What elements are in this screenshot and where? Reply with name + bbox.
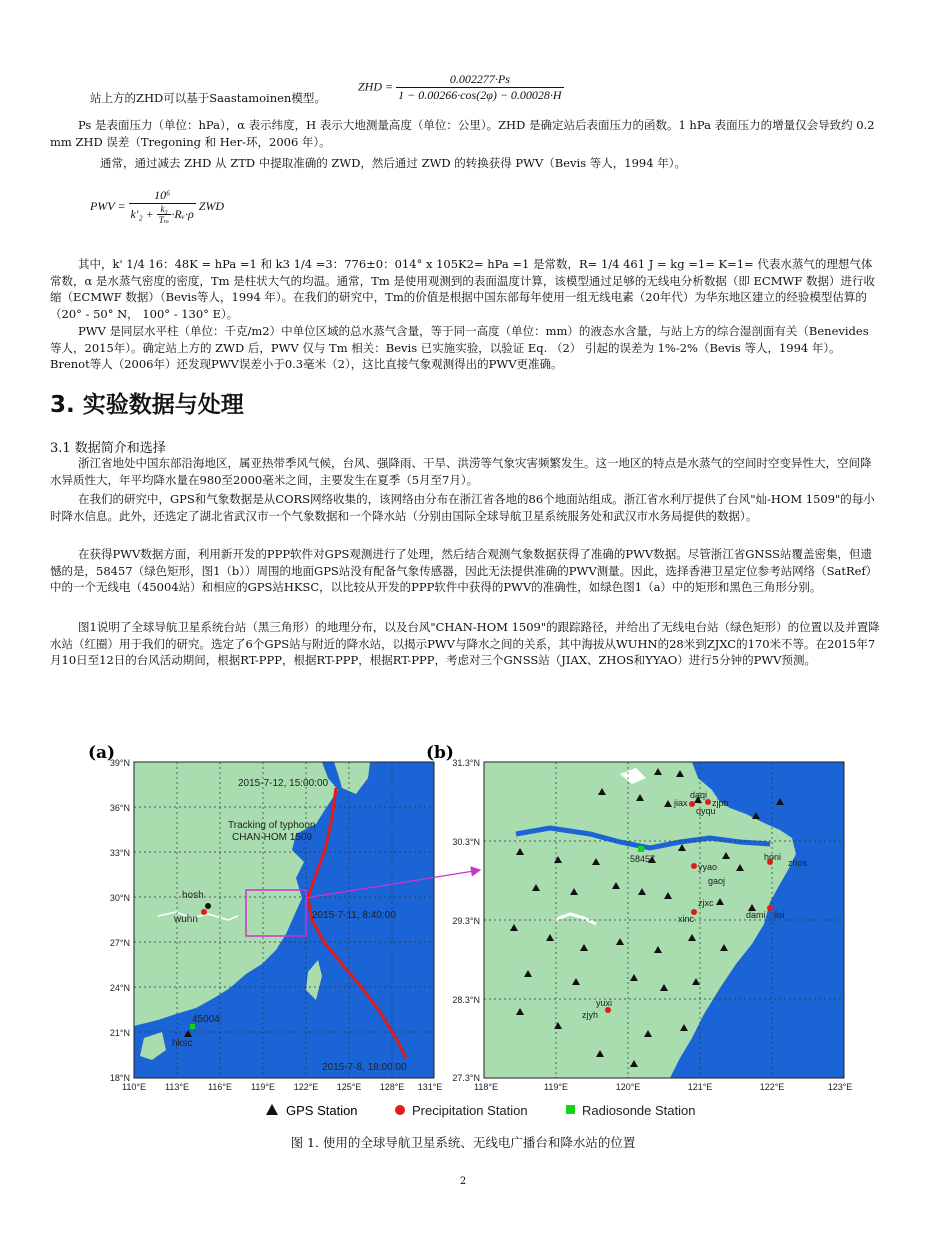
track-title-2: CHAN-HOM 1509 <box>232 832 313 843</box>
b-xtick: 123°E <box>827 1082 853 1092</box>
a-xtick: 131°E <box>417 1082 443 1092</box>
label-lisi: lisi <box>774 910 785 920</box>
label-wuhn: wuhn <box>174 914 198 925</box>
paragraph-pwv: PWV 是同层水平柱（单位：千克/m2）中单位区域的总水蒸气含量，等于同一高度（单位：mm）的液态水含量，与站上方的综合湿剖面有关（Benevides等人，2015年）。确定站上方的 ZWD 后，PWV 仅与 Tm 相关：Bevis 已实施实验，以验证 Eq. （2） 引起的误差为 1%-2%（Bevis 等人，1994 年）。Brenot等人（2006年）还发现PWV误差小于0.3毫米（2），这比直接气象观测得出的PWV更准确。 <box>50 324 869 371</box>
label-45004: 45004 <box>192 1014 220 1025</box>
eq2-lhs: PWV = <box>90 198 126 213</box>
label-zjyh: zjyh <box>582 1010 599 1020</box>
label-qyqu: qyqu <box>696 806 716 816</box>
a-ytick: 27°N <box>109 938 130 948</box>
eq1-lhs: ZHD = <box>358 79 394 94</box>
label-honi: honi <box>764 852 782 862</box>
panel-b-label: (b) <box>426 743 454 763</box>
a-ytick: 24°N <box>109 983 130 993</box>
label-yuxi: yuxi <box>596 998 613 1008</box>
label-yyao: yyao <box>698 862 718 872</box>
a-ytick: 39°N <box>109 758 130 768</box>
legend-gps-icon <box>266 1104 278 1115</box>
label-zjxc: zjxc <box>698 898 714 908</box>
label-zjpb: zjpb <box>712 798 729 808</box>
track-time-2: 2015-7-11, 8:40:00 <box>312 910 396 921</box>
label-jiax: jiax <box>674 798 688 808</box>
figure-1 <box>80 738 870 1128</box>
eq2-den-c: Tₘ <box>158 215 170 225</box>
a-xtick: 128°E <box>379 1082 405 1092</box>
paragraph-ps: Ps 是表面压力（单位：hPa），α 表示纬度，H 表示大地测量高度（单位：公里）。ZHD 是确定站后表面压力的函数。1 hPa 表面压力的增量仅会导致约 0.2 mm ZHD 误差（Tregoning 和 Her-环，2006 年）。 <box>50 118 875 149</box>
equation-pwv <box>90 188 224 226</box>
a-xtick: 116°E <box>208 1082 232 1092</box>
paragraph-ppp: 在获得PWV数据方面，利用新开发的PPP软件对GPS观测进行了处理，然后结合观测气象数据获得了准确的PWV数据。尽管浙江省GNSS站覆盖密集，但遗憾的是，58457（绿色矩形，图1（b））周围的地面GPS站没有配备气象传感器，因此无法提供准确的PWV测量。因此，选择香港卫星定位参考站网络（SatRef）中的一个无线电（45004站）和相应的GPS站HKSC，以比较从开发的PPP软件中获得的PWV的准确性，如绿色图1（a）中的矩形和黑色三角形分别。 <box>50 547 878 594</box>
figure-legend <box>266 1103 695 1118</box>
eq2-rhs: ZWD <box>198 198 225 213</box>
a-xtick: 125°E <box>336 1082 362 1092</box>
label-hksc: hksc <box>172 1038 193 1049</box>
legend-precip-label: Precipitation Station <box>412 1103 528 1118</box>
track-time-3: 2015-7-8, 18:00:00 <box>322 1062 407 1073</box>
a-ytick: 21°N <box>109 1028 130 1038</box>
paragraph-constants: 其中，k' 1/4 16：48K = hPa =1 和 k3 1/4 =3：776±0：014° x 105K2= hPa =1 是常数，R= 1/4 461 J = kg =1= K=1= 代表水蒸气的理想气体常数，α 是水蒸气密度的密度，Tm 是柱状大气的均温。通常，Tm 是使用观测到的表面温度计算，该模型通过足够的无线电分析数据（即 ECMWF 数据）进行收缩（ECMWF 数据）（Bevis等人，1994 年）。在我们的研究中，Tm的价值是根据中国东部每年使用一组无线电素（20年代）为华东地区建立的经验模型估算的（20° - 50° N， 100° - 130° E）。 <box>50 257 875 321</box>
label-58457: 58457 <box>630 854 656 864</box>
subsection-title: 3.1 数据简介和选择 <box>50 441 166 456</box>
site-hosh-marker <box>205 903 211 909</box>
paragraph-cors: 在我们的研究中，GPS和气象数据是从CORS网络收集的，该网络由分布在浙江省各地的86个地面站组成。浙江省水利厅提供了台风"灿-HOM 1509"的每小时降水信息。此外，还选定了湖北省武汉市一个气象数据和一个降水站（分别由国际全球导航卫星系统服务处和武汉市水务局提供的数据）。 <box>50 492 875 523</box>
b-ytick: 28.3°N <box>452 995 480 1005</box>
eq2-den-a: k′₂ + <box>130 206 154 221</box>
panel-b-map <box>484 762 844 1078</box>
b-xtick: 122°E <box>759 1082 785 1092</box>
label-hosh: hosh <box>182 890 204 901</box>
page-number: 2 <box>459 1176 467 1187</box>
b-ytick: 27.3°N <box>452 1073 480 1083</box>
paragraph-zhejiang: 浙江省地处中国东部沿海地区，属亚热带季风气候，台风、强降雨、干旱、洪涝等气象灾害频繁发生。这一地区的特点是水蒸气的空间时空变异性大，空间降水异质性大，年平均降水量在980至2000毫米之间，主要发生在夏季（5月至7月）。 <box>50 456 872 487</box>
b-xtick: 118°E <box>474 1082 498 1092</box>
b-xtick: 121°E <box>687 1082 713 1092</box>
b-ytick: 29.3°N <box>452 916 480 926</box>
label-dami: dami <box>746 910 766 920</box>
a-ytick: 30°N <box>109 893 130 903</box>
a-ytick: 33°N <box>109 848 130 858</box>
label-zhos: zhos <box>788 858 808 868</box>
b-ytick: 30.3°N <box>452 837 480 847</box>
eq2-numerator: 10⁶ <box>129 188 196 204</box>
legend-precip-icon <box>395 1105 405 1115</box>
a-ytick: 18°N <box>109 1073 130 1083</box>
paragraph-zwd: 通常，通过减去 ZHD 从 ZTD 中提取准确的 ZWD，然后通过 ZWD 的转换获得 PWV（Bevis 等人，1994 年）。 <box>100 156 686 170</box>
legend-radio-icon <box>566 1105 575 1114</box>
eq1-numerator: 0.002277·Ps <box>396 72 564 88</box>
track-time-1: 2015-7-12, 15:00:00 <box>238 778 329 789</box>
b-xtick: 119°E <box>544 1082 568 1092</box>
a-xtick: 113°E <box>165 1082 189 1092</box>
a-xtick: 119°E <box>251 1082 275 1092</box>
legend-gps-label: GPS Station <box>286 1103 358 1118</box>
a-ytick: 36°N <box>109 803 130 813</box>
label-xinc: xinc <box>678 914 695 924</box>
eq1-denominator: 1 − 0.00266·cos(2φ) − 0.00028·H <box>398 88 562 102</box>
section-title: 3. 实验数据与处理 <box>50 392 244 418</box>
paragraph-figure1: 图1说明了全球导航卫星系统台站（黑三角形）的地理分布，以及台风"CHAN-HOM 1509"的跟踪路径，并给出了无线电台站（绿色矩形）的位置以及并置降水站（红圈）用于我们的研究。选定了6个GPS站与附近的降水站，以揭示PWV与降水之间的关系，其中海拔从WUHN的28米到ZJXC的170米不等。在2015年7月10日至12日的台风活动期间，根据RT-PPP，根据RT-PPP，根据RT-PPP，考虑对三个GNSS站（JIAX、ZHOS和YYAO）进行5分钟的PWV预测。 <box>50 620 880 667</box>
legend-radio-label: Radiosonde Station <box>582 1103 696 1118</box>
eq2-den-d: ·Rᵥ·ρ <box>171 206 194 221</box>
panel-a-label: (a) <box>88 743 116 763</box>
a-xtick: 110°E <box>122 1082 146 1092</box>
label-gaoj: gaoj <box>708 876 726 886</box>
track-title-1: Tracking of typhoon <box>228 820 316 831</box>
figure-caption: 图 1. 使用的全球导航卫星系统、无线电广播台和降水站的位置 <box>290 1135 636 1150</box>
equation-zhd <box>358 72 564 103</box>
a-xtick: 122°E <box>293 1082 319 1092</box>
b-ytick: 31.3°N <box>452 758 480 768</box>
radiosonde-58457-marker <box>638 846 644 852</box>
label-daqi: daqi <box>690 790 708 800</box>
site-wuhn-marker <box>201 909 207 915</box>
eq2-den-b: k₃ <box>157 204 172 215</box>
b-xtick: 120°E <box>615 1082 641 1092</box>
intro-line: 站上方的ZHD可以基于Saastamoinen模型。 <box>90 91 326 105</box>
